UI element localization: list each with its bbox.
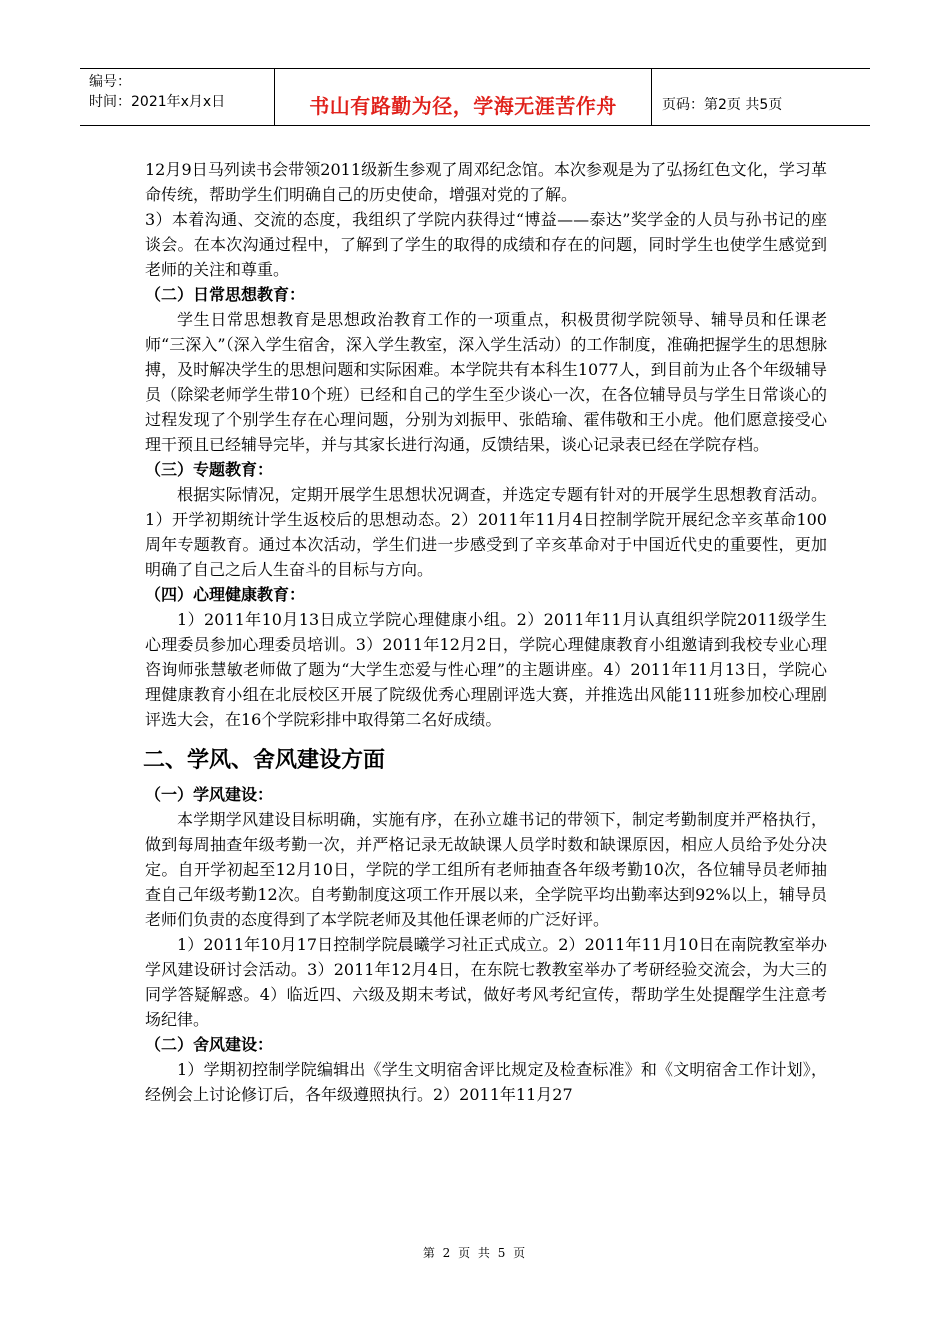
paragraph: 1）2011年10月17日控制学院晨曦学习社正式成立。2）2011年11月10日在南院教室举办学风建设研讨会活动。3）2011年12月4日，在东院七教教室举办了考研经验交流会，为大三的同学答疑解惑。4）临近四、六级及期末考试，做好考风考纪宣传，帮助学生处提醒学生注意考场纪律。 — [145, 935, 827, 1029]
header-page-number: 页码：第2页 共5页 — [662, 97, 783, 113]
paragraph: 12月9日马列读书会带领2011级新生参观了周邓纪念馆。本次参观是为了弘扬红色文化，学习革命传统，帮助学生们明确自己的历史使命，增强对党的了解。 — [145, 160, 827, 204]
paragraph: 3）本着沟通、交流的态度，我组织了学院内获得过“博益——泰达”奖学金的人员与孙书记的座谈会。在本次沟通过程中，了解到了学生的取得的成绩和存在的问题，同时学生也使学生感觉到老师的关注和尊重。 — [145, 210, 827, 279]
paragraph: 本学期学风建设目标明确，实施有序，在孙立雄书记的带领下，制定考勤制度并严格执行，做到每周抽查年级考勤一次，并严格记录无故缺课人员学时数和缺课原因，相应人员给予处分决定。自开学初起至12月10日，学院的学工组所有老师抽查各年级考勤10次，各位辅导员老师抽查自己年级考勤12次。自考勤制度这项工作开展以来，全学院平均出勤率达到92%以上，辅导员老师们负责的态度得到了本学院老师及其他任课老师的广泛好评。 — [145, 810, 827, 929]
section-heading-dorm-style: （二）舍风建设： — [145, 1035, 274, 1054]
paragraph: 1）2011年10月13日成立学院心理健康小组。2）2011年11月认真组织学院2011级学生心理委员参加心理委员培训。3）2011年12月2日，学院心理健康教育小组邀请到我校专业心理咨询师张慧敏老师做了题为“大学生恋爱与性心理”的主题讲座。4）2011年11月13日，学院心理健康教育小组在北辰校区开展了院级优秀心理剧评选大赛，并推选出风能111班参加校心理剧评选大会，在16个学院彩排中取得第二名好成绩。 — [145, 610, 827, 729]
section-heading-daily-education: （二）日常思想教育： — [145, 285, 306, 304]
page-header — [80, 68, 870, 126]
paragraph: 根据实际情况，定期开展学生思想状况调查，并选定专题有针对的开展学生思想教育活动。1）开学初期统计学生返校后的思想动态。2）2011年11月4日控制学院开展纪念辛亥革命100周年专题教育。通过本次活动，学生们进一步感受到了辛亥革命对于中国近代史的重要性，更加明确了自己之后人生奋斗的目标与方向。 — [145, 485, 827, 579]
section-heading-study-style: （一）学风建设： — [145, 785, 274, 804]
section-heading-mental-health: （四）心理健康教育： — [145, 585, 306, 604]
page-footer: 第 2 页 共 5 页 — [422, 1246, 528, 1260]
header-motto: 书山有路勤为径，学海无涯苦作舟 — [275, 69, 652, 125]
document-body — [145, 157, 827, 1107]
document-date-label: 时间：2021年x月x日 — [89, 94, 226, 110]
document-number-label: 编号： — [89, 74, 131, 90]
section-heading-topic-education: （三）专题教育： — [145, 460, 274, 479]
header-meta — [80, 69, 275, 125]
chapter-heading-study-dorm: 二、学风、舍风建设方面 — [143, 748, 386, 773]
paragraph: 学生日常思想教育是思想政治教育工作的一项重点，积极贯彻学院领导、辅导员和任课老师“三深入”（深入学生宿舍，深入学生教室，深入学生活动）的工作制度，准确把握学生的思想脉搏，及时解决学生的思想问题和实际困难。本学院共有本科生1077人，到目前为止各个年级辅导员（除梁老师学生带10个班）已经和自己的学生至少谈心一次，在各位辅导员与学生日常谈心的过程发现了个别学生存在心理问题，分别为刘振甲、张皓瑜、霍伟敬和王小虎。他们愿意接受心理干预且已经辅导完毕，并与其家长进行沟通，反馈结果，谈心记录表已经在学院存档。 — [145, 310, 827, 454]
paragraph: 1）学期初控制学院编辑出《学生文明宿舍评比规定及检查标准》和《文明宿舍工作计划》，经例会上讨论修订后，各年级遵照执行。2）2011年11月27 — [145, 1060, 827, 1104]
